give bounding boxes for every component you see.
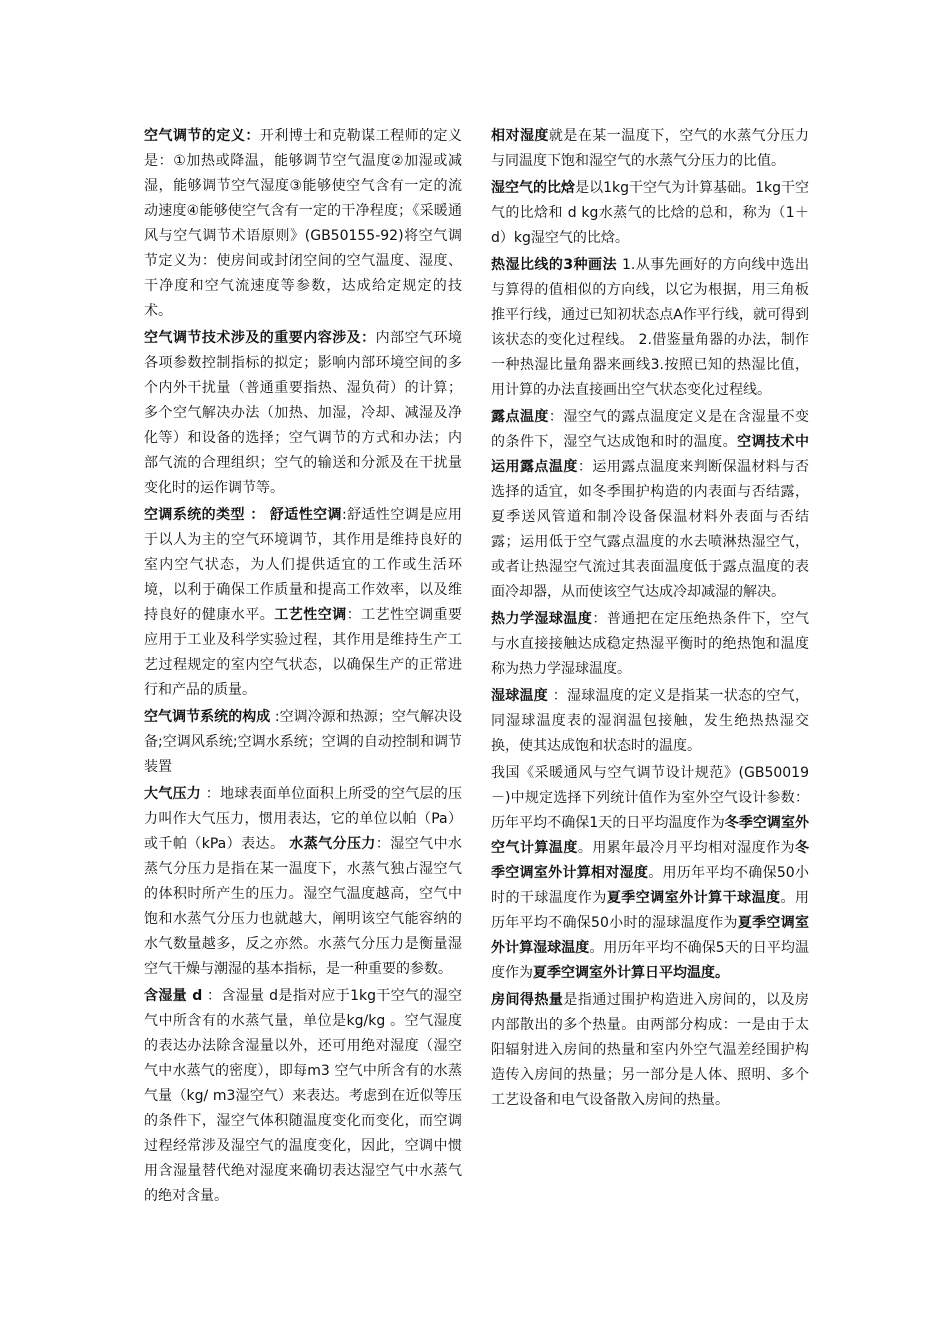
paragraph-text: 内部空气环境各项参数控制指标的拟定；影响内部环境空间的多个内外干扰量（普通重要指热、湿负荷）的计算；多个空气解决办法（加热、加湿，冷却、减湿及净化等）和设备的选择；空气调节的方式和办法；内部气流的合理组织；空气的输送和分派及在干扰量变化时的运作调节等。 [144,330,463,496]
paragraph-ac-content [144,326,462,501]
paragraph-text: :空调冷源和热源；空气解决设备;空调风系统;空调水系统；空调的自动控制和调节装置 [144,709,462,775]
paragraph-text: :舒适性空调是应用于以人为主的空气环境调节，其作用是维持良好的室内空气状态，为人们提供适宜的工作或生活环境，以利于确保工作质量和提高工作效率，以及维持良好的健康水平。 [144,507,463,623]
paragraph-room-heat-gain [491,988,809,1113]
paragraph-heat-moisture-ratio [491,253,809,403]
paragraph-text: 是指通过围护构造进入房间的，以及房内部散出的多个热量。由两部分构成：一是由于太阳辐射进入房间的热量和室内外空气温差经围护构造传入房间的热量；另一部分是人体、照明、多个工艺设备和电气设备散入房间的热量。 [491,992,810,1108]
term-label: 热湿比线的3种画法 [491,257,618,273]
term-label: 含湿量 d [144,988,203,1004]
paragraph-text: 。用历年平均不确保50小时的干球温度作为 [491,865,809,906]
paragraph-ac-types [144,503,462,703]
paragraph-text: ：普通把在定压绝热条件下，空气与水直接接触达成稳定热湿平衡时的绝热饱和温度称为热力学湿球温度。 [491,611,810,677]
term-label: 露点温度 [491,409,549,425]
term-label: 房间得热量 [491,992,564,1008]
term-label: 冬季空调室外空气计算温度 [491,815,810,856]
term-label: 冬季空调室外计算相对湿度 [491,840,810,881]
term-label: 夏季空调室外计算湿球温度 [491,915,809,956]
paragraph-text: 。用历年平均不确保50小时的湿球温度作为 [491,890,810,931]
paragraph-text: 。用历年平均不确保5天的日平均温度作为 [491,940,809,981]
paragraph-text: ：湿空气的露点温度定义是在含湿量不变的条件下，湿空气达成饱和时的温度。 [491,409,810,450]
term-label: 大气压力 [144,786,202,802]
term-label: 空气调节技术涉及的重要内容涉及： [144,330,376,346]
paragraph-text: 。用累年最冷月平均相对湿度作为 [577,840,796,856]
right-column [491,124,809,1115]
paragraph-wet-bulb [491,684,809,759]
term-label: 夏季空调室外计算干球温度 [606,890,781,906]
term-label: 水蒸气分压力 [289,836,376,852]
term-label: 空调技术中运用露点温度 [491,434,810,475]
paragraph-pressure [144,782,462,982]
term-label: 工艺性空调 [274,607,347,623]
term-label: 湿空气的比焓 [491,180,576,196]
paragraph-relative-humidity [491,124,809,174]
term-label: 湿球温度 [491,688,549,704]
term-label: 热力学湿球温度 [491,611,593,627]
term-label: 相对湿度 [491,128,549,144]
paragraph-dew-point [491,405,809,605]
paragraph-text: 我国《采暖通风与空气调节设计规范》(GB50019－)中规定选择下列统计值作为室外空气设计参数：历年平均不确保1天的日平均温度作为 [491,765,809,831]
paragraph-text: 1.从事先画好的方向线中选出与算得的值相似的方向线，以它为根据，用三角板推平行线，通过已知初状态点A作平行线，就可得到该状态的变化过程线。 2.借鉴量角器的办法，制作一种热湿比量角器来画线3.按照已知的热湿比值，用计算的办法直接画出空气状态变化过程线。 [491,257,809,398]
paragraph-moisture-content [144,984,462,1209]
term-label: 夏季空调室外计算日平均温度。 [533,965,729,981]
paragraph-ac-definition [144,124,462,324]
left-column [144,124,462,1211]
term-label: 空气调节的定义： [144,128,260,144]
term-label: 空调系统的类型 ： 舒适性空调 [144,507,342,523]
term-label: 空气调节系统的构成 [144,709,271,725]
paragraph-text: ：工艺性空调重要应用于工业及科学实验过程，其作用是维持生产工艺过程规定的室内空气状态，以确保生产的正常进行和产品的质量。 [144,607,463,698]
paragraph-design-parameters [491,761,809,986]
paragraph-ac-composition [144,705,462,780]
paragraph-text: 就是在某一温度下，空气的水蒸气分压力与同温度下饱和湿空气的水蒸气分压力的比值。 [491,128,810,169]
paragraph-text: ：湿球温度的定义是指某一状态的空气，同湿球温度表的湿润温包接触，发生绝热热湿交换，使其达成饱和状态时的温度。 [491,688,810,754]
paragraph-enthalpy [491,176,809,251]
paragraph-text: ：含湿量 d是指对应于1kg干空气的湿空气中所含有的水蒸气量，单位是kg/kg 。空气湿度的表达办法除含湿量以外，还可用绝对湿度（湿空气中水蒸气的密度），即每m3 空气中所含有的水蒸气量（kg/ m3湿空气）来表达。考虑到在近似等压的条件下，湿空气体积随温度变化而变化，而空调过程经常涉及湿空气的温度变化，因此，空调中惯用含湿量替代绝对湿度来确切表达湿空气中水蒸气的绝对含量。 [144,988,462,1204]
paragraph-text: ：湿空气中水蒸气分压力是指在某一温度下，水蒸气独占湿空气的体积时所产生的压力。湿空气温度越高，空气中饱和水蒸气分压力也就越大，阐明该空气能容纳的水气数量越多，反之亦然。水蒸气分压力是衡量湿空气干燥与潮湿的基本指标，是一种重要的参数。 [144,836,463,977]
paragraph-text: 开利博士和克勒谋工程师的定义是：①加热或降温，能够调节空气温度②加湿或减湿，能够调节空气湿度③能够使空气含有一定的流动速度④能够使空气含有一定的干净程度；《采暖通风与空气调节术语原则》(GB50155-92)将空气调节定义为：使房间或封闭空间的空气温度、湿度、干净度和空气流速度等参数，达成给定规定的技术。 [144,128,463,319]
paragraph-text: ：地球表面单位面积上所受的空气层的压力叫作大气压力，惯用表达，它的单位以帕（Pa）或千帕（kPa）表达。 [144,786,463,852]
paragraph-text: ：运用露点温度来判断保温材料与否选择的适宜，如冬季围护构造的内表面与否结露，夏季送风管道和制冷设备保温材料外表面与否结露；运用低于空气露点温度的水去喷淋热湿空气，或者让热湿空气流过其表面温度低于露点温度的表面冷却器，从而使该空气达成冷却减湿的解决。 [491,459,810,600]
paragraph-thermo-wet-bulb [491,607,809,682]
paragraph-text: 是以1kg干空气为计算基础。1kg干空气的比焓和 d kg水蒸气的比焓的总和，称为（1＋d）kg湿空气的比焓。 [491,180,809,246]
